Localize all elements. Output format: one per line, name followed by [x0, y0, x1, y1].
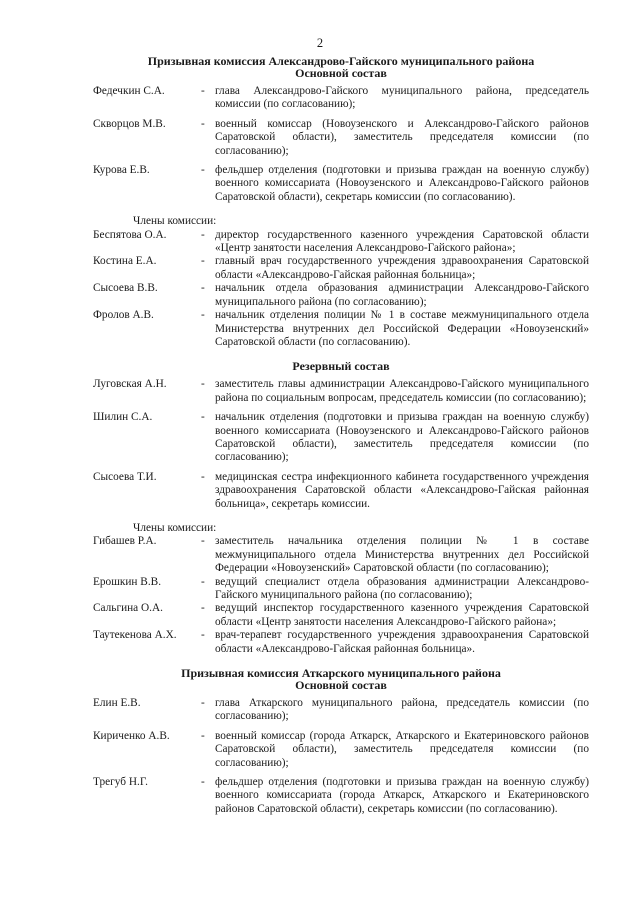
dash-separator: - — [201, 309, 205, 322]
member-role: глава Аткарского муниципального района, председатель комиссии (по согласованию); — [215, 697, 589, 723]
member-entry — [93, 471, 589, 511]
member-entry — [93, 602, 589, 629]
member-name: Луговская А.Н. — [93, 378, 167, 391]
member-entry — [93, 118, 589, 158]
member-entry — [93, 85, 589, 112]
member-name: Елин Е.В. — [93, 697, 141, 710]
member-name: Кириченко А.В. — [93, 729, 170, 742]
member-role: фельдшер отделения (подготовки и призыва граждан на военную службу) военного комиссариата (Новоузенского и Александрово-Гайского районов Саратовской области), секретарь комиссии (по согласованию). — [215, 164, 589, 203]
member-name: Костина Е.А. — [93, 255, 157, 268]
member-entry — [93, 309, 589, 349]
section-title-atkarsk: Призывная комиссия Аткарского муниципального района — [181, 666, 501, 681]
member-entry — [93, 730, 589, 770]
dash-separator: - — [201, 470, 205, 483]
members-label: Члены комиссии: — [133, 521, 217, 534]
dash-separator: - — [201, 535, 205, 548]
dash-separator: - — [201, 378, 205, 391]
dash-separator: - — [201, 85, 205, 97]
dash-separator: - — [201, 255, 205, 268]
reserve-composition-heading: Резервный состав — [292, 359, 390, 374]
member-role: военный комиссар (Новоузенского и Александрово-Гайского районов Саратовской области), заместитель председателя комиссии (по согласованию); — [215, 117, 589, 157]
member-entry — [93, 776, 589, 816]
member-role: главный врач государственного учреждения здравоохранения Саратовской области «Александрово-Гайская районная больница»; — [215, 255, 589, 281]
main-composition-heading: Основной состав — [295, 66, 387, 80]
member-entry — [93, 629, 589, 656]
member-role: начальник отдела образования администрации Александрово-Гайского муниципального района (по согласованию); — [215, 282, 589, 308]
members-label: Члены комиссии: — [133, 215, 217, 228]
dash-separator: - — [201, 117, 205, 130]
dash-separator: - — [201, 629, 205, 642]
member-entry — [93, 282, 589, 309]
member-name: Сысоева Т.И. — [93, 470, 157, 483]
member-name: Фролов А.В. — [93, 309, 154, 322]
page-number: 2 — [316, 36, 324, 50]
member-role: медицинская сестра инфекционного кабинета государственного учреждения здравоохранения Саратовской области «Александрово-Гайская районная больница», секретарь комиссии. — [215, 470, 589, 510]
member-name: Беспятова О.А. — [93, 228, 167, 241]
member-role: начальник отделения (подготовки и призыва граждан на военную службу) военного комиссариата (Новоузенского и Александрово-Гайского районов Саратовской области), заместитель председателя комиссии (по согласованию); — [215, 411, 589, 464]
member-name: Сальгина О.А. — [93, 602, 163, 615]
member-role: заместитель главы администрации Александрово-Гайского муниципального района по социальным вопросам, председатель комиссии (по согласованию); — [215, 378, 589, 404]
dash-separator: - — [201, 575, 205, 588]
dash-separator: - — [201, 776, 205, 789]
dash-separator: - — [201, 729, 205, 742]
member-role: врач-терапевт государственного учреждения здравоохранения Саратовской области «Александрово-Гайская районная больница». — [215, 629, 589, 655]
member-role: ведущий инспектор государственного казенного учреждения Саратовской области «Центр занятости населения Александрово-Гайского района»; — [215, 602, 589, 628]
member-entry — [93, 229, 589, 256]
member-role: глава Александрово-Гайского муниципального района, председатель комиссии (по согласованию); — [215, 85, 589, 111]
member-name: Гибашев Р.А. — [93, 535, 157, 548]
member-entry — [93, 697, 589, 724]
member-entry — [93, 411, 589, 465]
member-role: военный комиссар (города Аткарск, Аткарского и Екатериновского районов Саратовской области), заместитель председателя комиссии (по согласованию); — [215, 729, 589, 769]
dash-separator: - — [201, 164, 205, 177]
member-name: Ерошкин В.В. — [93, 575, 162, 588]
member-name: Шилин С.А. — [93, 411, 153, 424]
member-name: Скворцов М.В. — [93, 117, 166, 130]
document-body — [93, 55, 589, 816]
member-entry — [93, 378, 589, 405]
section-title-aleksandrovo-gai: Призывная комиссия Александрово-Гайского муниципального района — [147, 54, 535, 68]
member-name: Трегуб Н.Г. — [93, 776, 148, 789]
member-name: Курова Е.В. — [93, 164, 150, 177]
member-role: фельдшер отделения (подготовки и призыва граждан на военную службу) военного комиссариата (города Аткарск, Аткарского и Екатериновского районов Саратовской области), секретарь комиссии (по согласованию). — [215, 776, 589, 815]
member-name: Федечкин С.А. — [93, 85, 165, 97]
dash-separator: - — [201, 282, 205, 295]
dash-separator: - — [201, 228, 205, 241]
member-name: Таутекенова А.Х. — [93, 629, 177, 642]
main-composition-heading: Основной состав — [295, 678, 387, 693]
member-role: начальник отделения полиции № 1 в составе межмуниципального отдела Министерства внутренних дел Российской Федерации «Новоузенский» Саратовской области (по согласованию). — [215, 309, 589, 348]
dash-separator: - — [201, 411, 205, 424]
member-role: директор государственного казенного учреждения Саратовской области «Центр занятости населения Александрово-Гайского района»; — [215, 228, 589, 255]
dash-separator: - — [201, 697, 205, 710]
member-name: Сысоева В.В. — [93, 282, 158, 295]
member-role: ведущий специалист отдела образования администрации Александрово-Гайского муниципального района (по согласованию); — [215, 575, 589, 601]
member-role: заместитель начальника отделения полиции № 1 в составе межмуниципального отдела Министерства внутренних дел Российской Федерации «Новоузенский» Саратовской области (по согласованию); — [215, 535, 589, 575]
member-entry — [93, 164, 589, 204]
dash-separator: - — [201, 602, 205, 615]
member-entry — [93, 535, 589, 575]
member-entry — [93, 576, 589, 603]
member-entry — [93, 255, 589, 282]
